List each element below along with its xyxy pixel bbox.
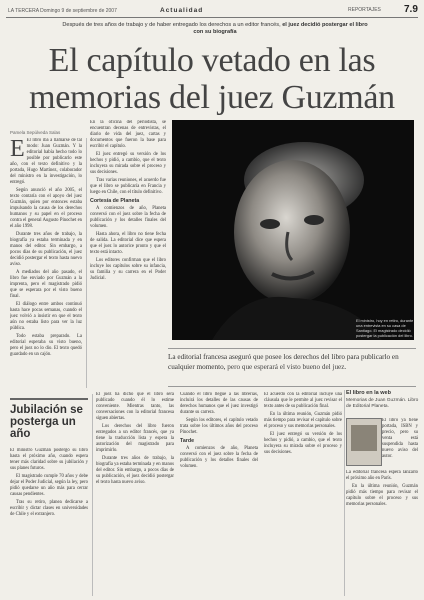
paragraph: Según los editores, el capítulo vetado trata sobre los últimos años del proceso Pinochet.	[180, 418, 258, 435]
paragraph: El juez entregó su versión de los hechos y pidió, a cambio, que el texto incluyera su mirada sobre el proceso y sus decisiones.	[264, 432, 342, 455]
box-body-lower	[346, 470, 418, 596]
subhead: Cortesía de Planeta	[90, 198, 140, 204]
sidebar-body	[10, 448, 88, 596]
page-number: 7.9	[404, 4, 418, 15]
paragraph: A mediados del año pasado, el libro fue enviado por Guzmán a la imprenta, pero el magistrado pidió que se esperara por el visto bueno final.	[10, 270, 82, 299]
paragraph: En la última reunión, Guzmán pidió más tiempo para revisar el capítulo sobre el proceso y sus memorias personales.	[346, 484, 418, 507]
subhead: Tarde	[180, 438, 195, 444]
paragraph: El juez ha dicho que el libro será publicado cuando él lo estime conveniente. Mientras tanto, las conversaciones con la editorial francesa siguen abiertas.	[96, 392, 174, 421]
column-rule	[86, 138, 87, 388]
paragraph: Cuando el libro llegue a las librerías, incluirá los detalles de las causas de derechos humanos que el juez investigó durante su carrera.	[180, 392, 258, 415]
paragraph: A comienzos de año, Planeta conversó con el juez sobre la fecha de publicación y los detalles finales del volumen.	[180, 446, 258, 469]
paragraph: A comienzos de año, Planeta conversó con el juez sobre la fecha de publicación y los detalles finales del volumen.	[90, 206, 166, 229]
pull-quote	[168, 352, 416, 372]
paragraph: En la última reunión, Guzmán pidió más tiempo para revisar el capítulo sobre el proceso y sus memorias personales.	[264, 412, 342, 429]
paragraph: El acuerdo con la editorial incluye una cláusula que le permite al juez revisar el texto antes de su publicación final.	[264, 392, 342, 409]
pull-quote-highlight: La editorial francesa aseguró que posee los derechos del libro para publicarlo en cualquier momento,	[168, 353, 399, 371]
paragraph: E El libro iba a llamarse de tal modo: Juan Guzmán. Y la editorial había hecho todo lo posible por publicarlo este año, con el texto definitivo y la portada, Hugo Martínez, colaborador del ministro en la investigación, lo entregó.	[10, 138, 82, 185]
paragraph: Tras varias reuniones, el acuerdo fue que el libro se publicaría en Francia y luego en Chile, con el título definitivo.	[90, 178, 166, 195]
kicker	[60, 22, 370, 36]
photo-caption: El ministro, hoy en retiro, durante una entrevista en su casa de Santiago. El magistrado decidió postergar la publicación del libro.	[356, 318, 414, 338]
headline-line-2: memorias del juez Guzmán	[29, 79, 395, 116]
paragraph: El libro ya tiene portada, ISBN y precio, pero su venta está suspendida hasta nuevo aviso del autor.	[382, 418, 418, 459]
column-rule	[344, 390, 345, 596]
kicker-bold: el juez decidió postergar el libro con su biografía	[193, 22, 368, 35]
section-label: Actualidad	[160, 7, 204, 14]
book-cover	[346, 418, 382, 466]
paragraph: Durante tres años de trabajo, la biografía ya estaba terminada y en manos del editor. Sin embargo, a pocos días de su publicación, el juez decidió postergar el texto hasta nuevo aviso.	[96, 456, 174, 485]
kicker-plain: Después de tres años de trabajo y de haber entregado los derechos a un editor francés,	[62, 22, 283, 28]
box-subtitle: Memorias de Juan Guzmán. Libro de Editorial Planeta.	[346, 398, 419, 409]
quote-rule-bottom	[168, 386, 416, 387]
paragraph: Tras su retiro, planea dedicarse a escribir y dictar clases en universidades de Chile y el extranjero.	[10, 500, 88, 517]
header-right: REPORTAJES	[348, 7, 381, 13]
masthead-date: LA TERCERA Domingo 9 de septiembre de 2007	[8, 8, 117, 14]
paragraph: El diálogo entre ambos continuó hasta hace pocas semanas, cuando el juez volvió a insistir en que el texto aún no estaba listo para ver la luz pública.	[10, 302, 82, 331]
paragraph: Todo estaba preparado. La editorial esperaba su visto bueno, pero el juez no lo dio. El texto quedó guardado en un cajón.	[10, 334, 82, 357]
paragraph: Según anunció el año 2005, el texto contaría con el apoyo del juez Guzmán, quien por entonces estaba impulsando la causa de los derechos humanos y su papel en el proceso contra el general Augusto Pinochet en el año 1998.	[10, 188, 82, 229]
lower-column-3	[180, 392, 258, 596]
box-body	[382, 418, 418, 468]
paragraph: El juez entregó su versión de los hechos y pidió, a cambio, que el texto incluyera su mirada sobre el proceso y sus decisiones.	[90, 152, 166, 175]
portrait-image	[172, 120, 414, 340]
column-rule	[92, 394, 93, 596]
paragraph: Durante tres años de trabajo, la biografía ya estaba terminada y en manos del editor. Sin embargo, a pocos días de su publicación, el juez decidió postergar el texto hasta nuevo aviso.	[10, 232, 82, 267]
headline-line-1: El capítulo vetado en las	[48, 42, 376, 79]
quote-rule-top	[168, 348, 416, 349]
box-title: El libro en la web	[346, 390, 391, 396]
book-cover-image	[351, 425, 377, 451]
paragraph: La editorial francesa espera lanzarlo el próximo año en París.	[346, 470, 418, 481]
lower-column-4	[264, 392, 342, 596]
paragraph: Los editores confirman que el libro incluye los capítulos sobre su infancia, su familia y su carrera en el Poder Judicial.	[90, 258, 166, 281]
paragraph: Hasta ahora, el libro no tiene fecha de salida. La editorial dice que espera que el juez lo autorice pronto y que el texto está intacto.	[90, 232, 166, 255]
paragraph: Los derechos del libro fueron entregados a un editor francés, que ya tiene la traducción lista y espera la autorización del magistrado para imprimirlo.	[96, 424, 174, 453]
paragraph: En la oficina del periodista, se encuentran decenas de entrevistas, el diario de vida del juez, cartas y documentos que fueron la base para escribir el capítulo.	[90, 120, 166, 149]
pull-quote-rest: pero que esperará el visto bueno del juez.	[225, 363, 347, 371]
drop-cap: E	[10, 138, 25, 162]
lower-column-2	[96, 392, 174, 596]
byline: Pamela Sepúlveda Salas	[10, 130, 61, 135]
header-rule	[6, 17, 418, 18]
article-column-1	[10, 138, 82, 388]
sidebar-rule	[10, 398, 88, 400]
portrait-photo	[172, 120, 414, 340]
paragraph: El ministro Guzmán postergó su libro hasta el próximo año, cuando espera tener más claridad sobre su jubilación y sus planes futuros.	[10, 448, 88, 471]
article-column-2	[90, 120, 166, 390]
headline	[14, 42, 410, 116]
paragraph: El magistrado cumple 70 años y debe dejar el Poder Judicial, según la ley, pero pidió quedarse un año más para cerrar causas pendientes.	[10, 474, 88, 497]
sidebar-headline: Jubilación se posterga un año	[10, 404, 83, 440]
